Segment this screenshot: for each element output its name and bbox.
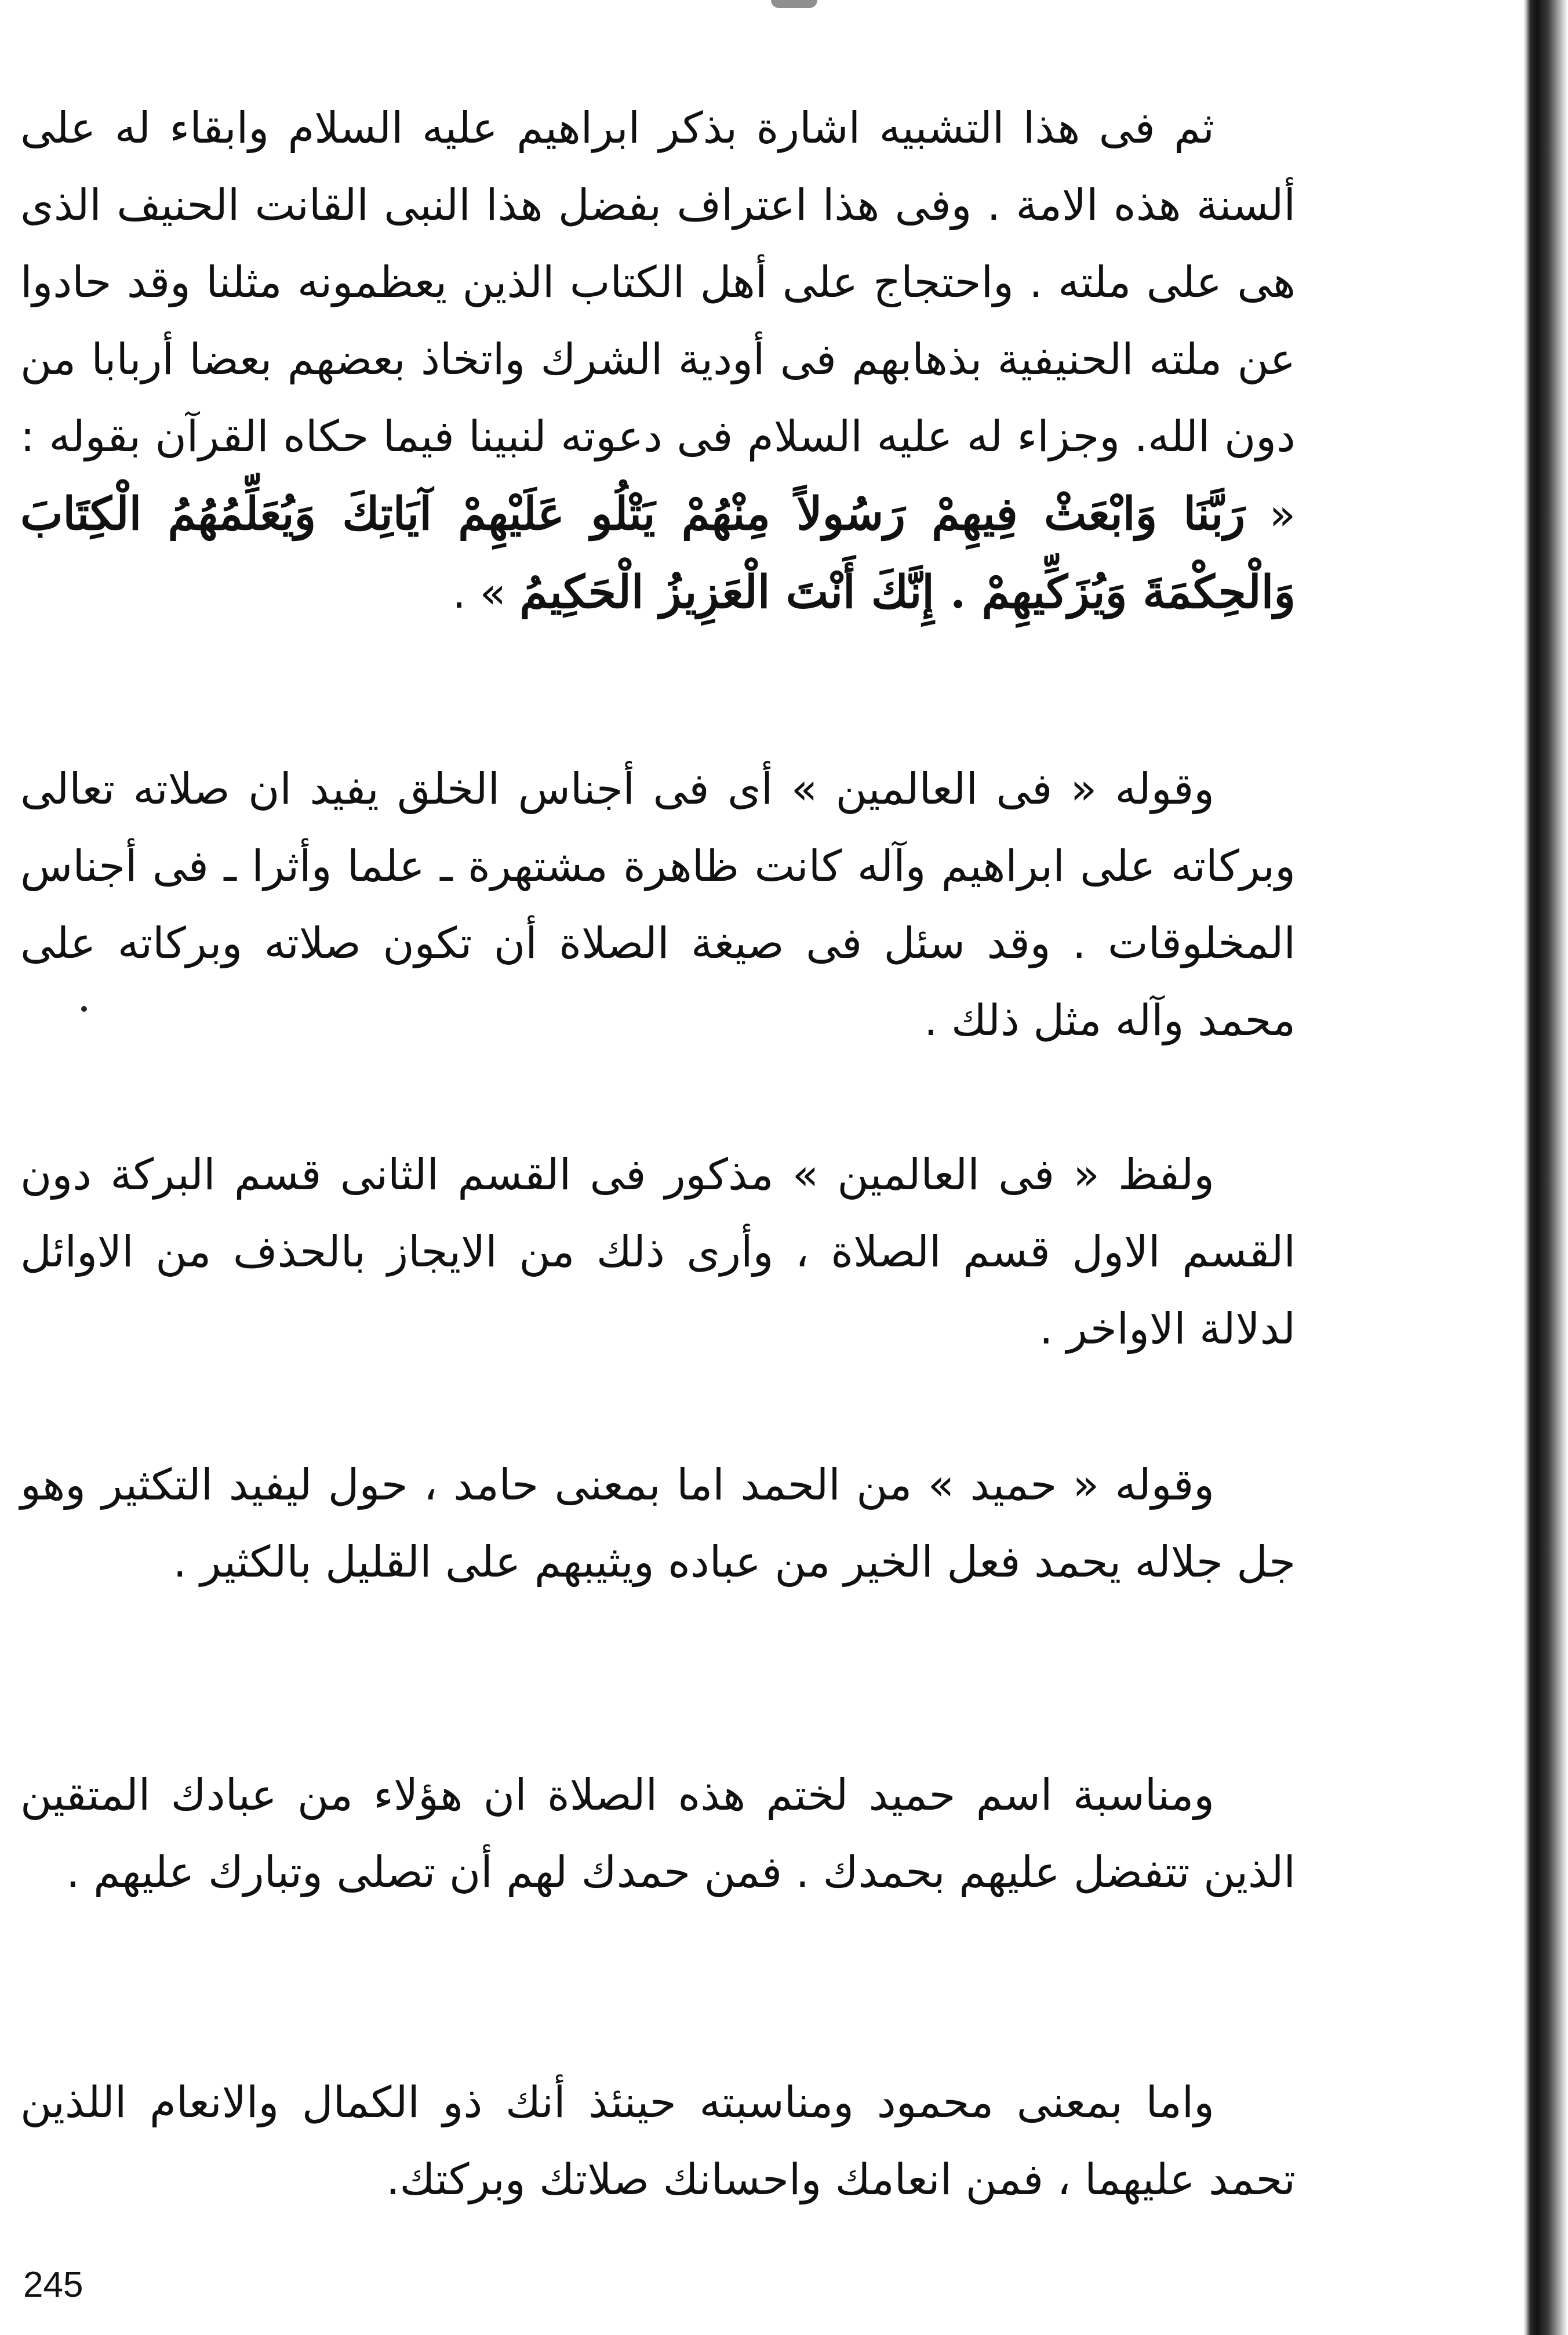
paragraph-2 bbox=[20, 751, 1296, 1059]
paragraph-1 bbox=[20, 90, 1296, 632]
paragraph-3 bbox=[20, 1136, 1296, 1368]
paragraph-2-text: وقوله « فى العالمين » أى فى أجناس الخلق يفيد ان صلاته تعالى وبركاته على ابراهيم وآله كانت ظاهرة مشتهرة ـ علما وأثرا ـ فى أجناس المخلوقات . وقد سئل فى صيغة الصلاة أن تكون صلاته وبركاته على محمد وآله مثل ذلك . bbox=[20, 764, 1296, 1045]
scan-top-smudge bbox=[771, 0, 817, 8]
paragraph-6-text: واما بمعنى محمود ومناسبته حينئذ أنك ذو الكمال والانعام اللذين تحمد عليهما ، فمن انعامك واحسانك صلاتك وبركتك. bbox=[20, 2078, 1296, 2205]
paragraph-4 bbox=[20, 1447, 1296, 1601]
quran-verse: رَبَّنَا وَابْعَثْ فِيهِمْ رَسُولاً مِنْهُمْ يَتْلُو عَلَيْهِمْ آيَاتِكَ وَيُعَلِّمُهُمُ الْكِتَابَ وَالْحِكْمَةَ وَيُزَكِّيهِمْ . إِنَّكَ أَنْتَ الْعَزِيزُ الْحَكِيمُ bbox=[20, 488, 1296, 619]
paragraph-5 bbox=[20, 1757, 1296, 1911]
page-number: 245 bbox=[23, 2265, 83, 2305]
paragraph-6 bbox=[20, 2064, 1296, 2218]
book-spine-shadow bbox=[1500, 0, 1568, 2335]
paragraph-3-text: ولفظ « فى العالمين » مذكور فى القسم الثانى قسم البركة دون القسم الاول قسم الصلاة ، وأرى ذلك من الايجاز بالحذف من الاوائل لدلالة الاواخر . bbox=[20, 1150, 1296, 1354]
paragraph-1-text: ثم فى هذا التشبيه اشارة بذكر ابراهيم عليه السلام وابقاء له على ألسنة هذه الامة . وفى هذا اعتراف بفضل هذا النبى القانت الحنيف الذى هى على ملته . واحتجاج على أهل الكتاب الذين يعظمونه مثلنا وقد حادوا عن ملته الحنيفية بذهابهم فى أودية الشرك واتخاذ بعضهم بعضا أربابا من دون الله. وجزاء له عليه السلام فى دعوته لنبينا فيما حكاه القرآن بقوله : « bbox=[20, 103, 1296, 540]
paragraph-5-text: ومناسبة اسم حميد لختم هذه الصلاة ان هؤلاء من عبادك المتقين الذين تتفضل عليهم بحمدك . فمن حمدك لهم أن تصلى وتبارك عليهم . bbox=[20, 1770, 1296, 1897]
paragraph-1-closing: » . bbox=[452, 568, 506, 618]
scan-speck bbox=[81, 1006, 87, 1012]
paragraph-4-text: وقوله « حميد » من الحمد اما بمعنى حامد ، حول ليفيد التكثير وهو جل جلاله يحمد فعل الخير من عباده ويثيبهم على القليل بالكثير . bbox=[20, 1460, 1296, 1587]
